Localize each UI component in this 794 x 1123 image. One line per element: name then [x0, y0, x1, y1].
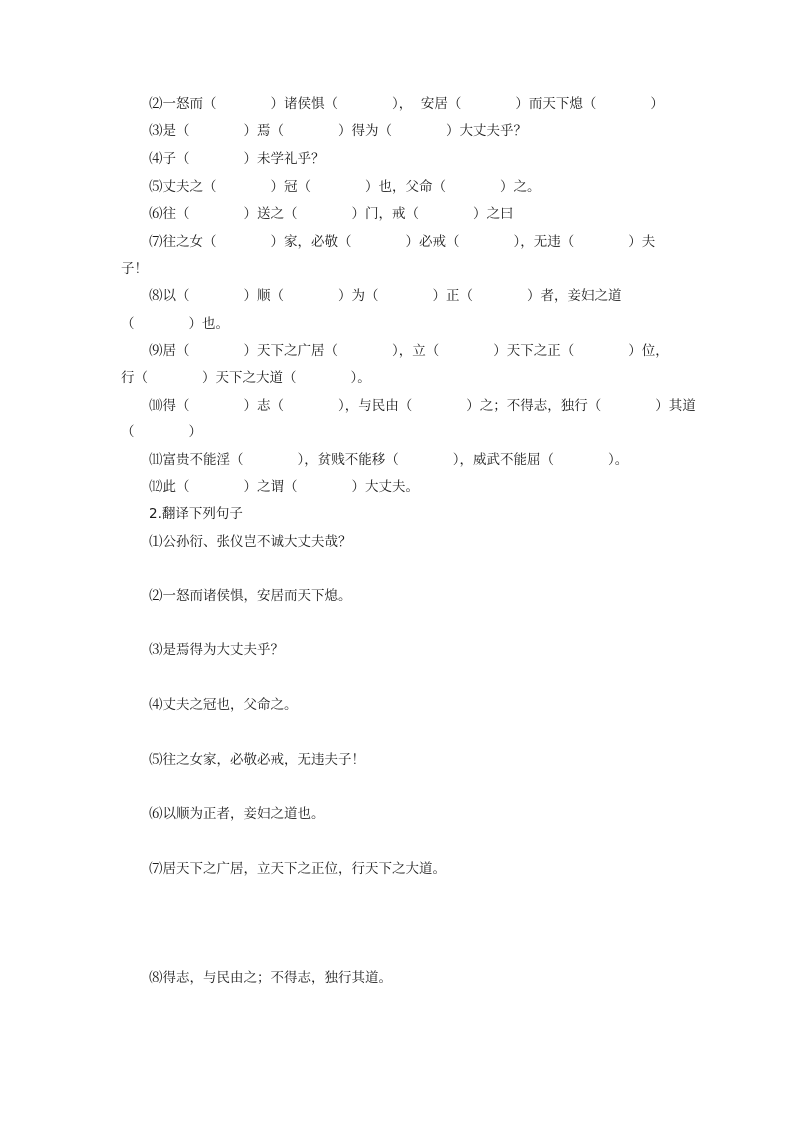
- blank-question-7: ⑺往之女（ ）家，必敬（ ）必戒（ ），无违（ ）夫: [149, 234, 656, 250]
- translate-item-2: ⑵一怒而诸侯惧，安居而天下熄。: [149, 588, 352, 604]
- blank-question-2: ⑵一怒而（ ）诸侯惧（ ）， 安居（ ）而天下熄（ ）: [149, 96, 664, 112]
- blank-question-9: ⑼居（ ）天下之广居（ ），立（ ）天下之正（ ）位，: [149, 343, 669, 359]
- translate-item-6: ⑹以顺为正者，妾妇之道也。: [149, 806, 325, 822]
- blank-question-9-cont: 行（ ）天下之大道（ ）。: [121, 370, 371, 386]
- translate-item-5: ⑸往之女家，必敬必戒，无违夫子！: [149, 752, 365, 768]
- blank-question-8: ⑻以（ ）顺（ ）为（ ）正（ ）者，妾妇之道: [149, 288, 622, 304]
- blank-question-10-cont: （ ）: [121, 424, 202, 440]
- blank-question-5: ⑸丈夫之（ ）冠（ ）也，父命（ ）之。: [149, 179, 541, 195]
- translate-item-8: ⑻得志，与民由之；不得志，独行其道。: [149, 970, 392, 986]
- blank-question-11: ⑾富贵不能淫（ ），贫贱不能移（ ），威武不能屈（ ）。: [149, 452, 629, 468]
- blank-question-4: ⑷子（ ）未学礼乎？: [149, 151, 325, 167]
- blank-question-10: ⑽得（ ）志（ ），与民由（ ）之；不得志，独行（ ）其道: [149, 398, 696, 414]
- translate-item-1: ⑴公孙衍、张仪岂不诚大丈夫哉？: [149, 534, 352, 550]
- blank-question-7-cont: 子！: [121, 261, 148, 277]
- blank-question-12: ⑿此（ ）之谓（ ）大丈夫。: [149, 479, 419, 495]
- blank-question-8-cont: （ ）也。: [121, 316, 229, 332]
- translate-item-4: ⑷丈夫之冠也，父命之。: [149, 697, 298, 713]
- blank-question-3: ⑶是（ ）焉（ ）得为（ ）大丈夫乎？: [149, 123, 527, 139]
- section-heading-translate: 2.翻译下列句子: [149, 506, 243, 522]
- translate-item-3: ⑶是焉得为大丈夫乎？: [149, 642, 284, 658]
- translate-item-7: ⑺居天下之广居，立天下之正位，行天下之大道。: [149, 861, 446, 877]
- blank-question-6: ⑹往（ ）送之（ ）门，戒（ ）之曰: [149, 206, 514, 222]
